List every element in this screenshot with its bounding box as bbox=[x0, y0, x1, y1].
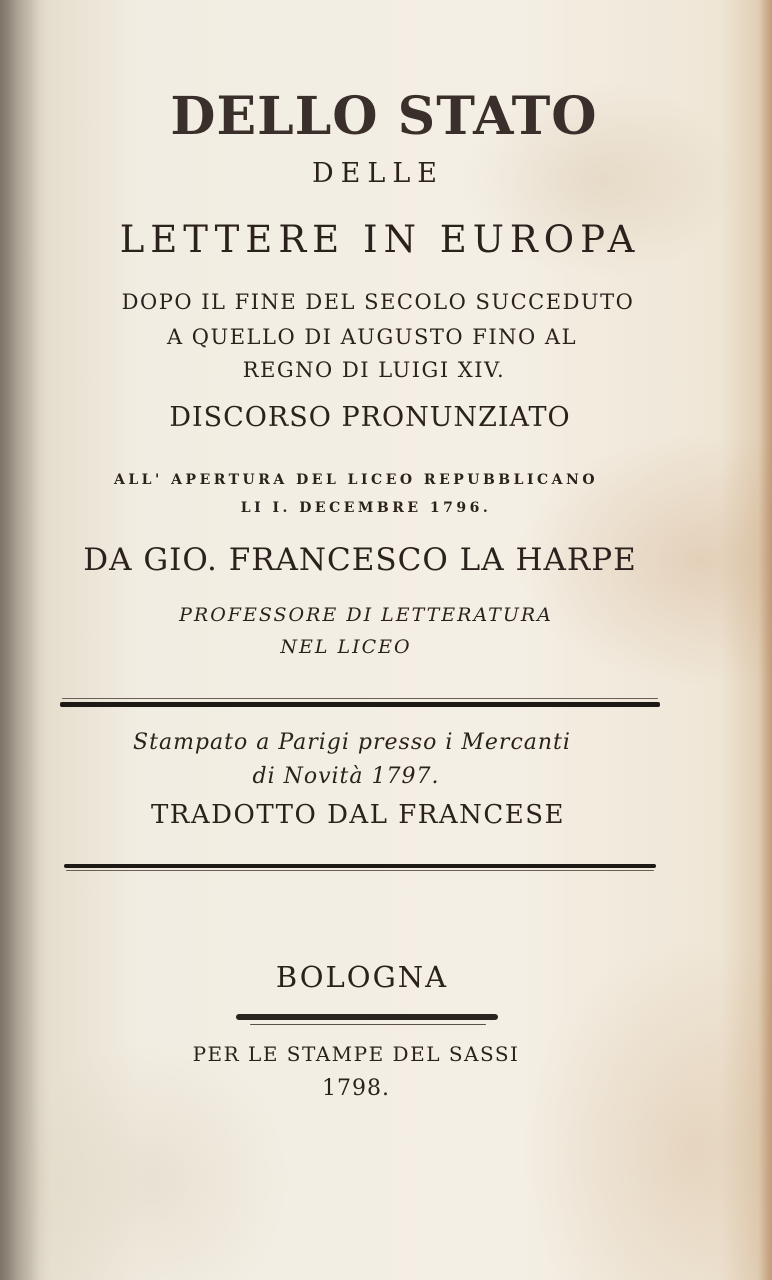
author-role-line-2: NEL LICEO bbox=[280, 636, 412, 658]
page-edge-stain bbox=[758, 0, 772, 1280]
divider-rule-2 bbox=[64, 864, 656, 868]
ornamental-rule-thin bbox=[250, 1024, 486, 1025]
publication-city: BOLOGNA bbox=[275, 960, 449, 994]
divider-rule-thin bbox=[62, 698, 658, 699]
book-title-main: DELLO STATO bbox=[170, 86, 598, 147]
author-role-line-1: PROFESSORE DI LETTERATURA bbox=[179, 604, 553, 626]
divider-rule-2-thin bbox=[66, 870, 654, 871]
publication-year: 1798. bbox=[322, 1076, 390, 1101]
occasion-line-1: ALL' APERTURA DEL LICEO REPUBBLICANO bbox=[113, 472, 599, 488]
book-title-lettere: LETTERE IN EUROPA bbox=[119, 218, 641, 261]
book-title-delle: DELLE bbox=[312, 158, 444, 189]
discourse-heading: DISCORSO PRONUNZIATO bbox=[169, 402, 571, 433]
subtitle-line-3: REGNO DI LUIGI XIV. bbox=[242, 358, 506, 382]
imprint-note-line-2: di Novità 1797. bbox=[252, 764, 440, 789]
translation-note: TRADOTTO DAL FRANCESE bbox=[150, 800, 566, 830]
subtitle-line-1: DOPO IL FINE DEL SECOLO SUCCEDUTO bbox=[121, 290, 635, 314]
imprint-note-line-1: Stampato a Parigi presso i Mercanti bbox=[133, 730, 571, 755]
occasion-date: LI I. DECEMBRE 1796. bbox=[240, 500, 492, 516]
printer-line: PER LE STAMPE DEL SASSI bbox=[192, 1042, 520, 1066]
subtitle-line-2: A QUELLO DI AUGUSTO FINO AL bbox=[166, 325, 578, 349]
ornamental-rule bbox=[236, 1014, 498, 1020]
divider-rule-1 bbox=[60, 702, 660, 707]
author-name: DA GIO. FRANCESCO LA HARPE bbox=[83, 542, 637, 578]
